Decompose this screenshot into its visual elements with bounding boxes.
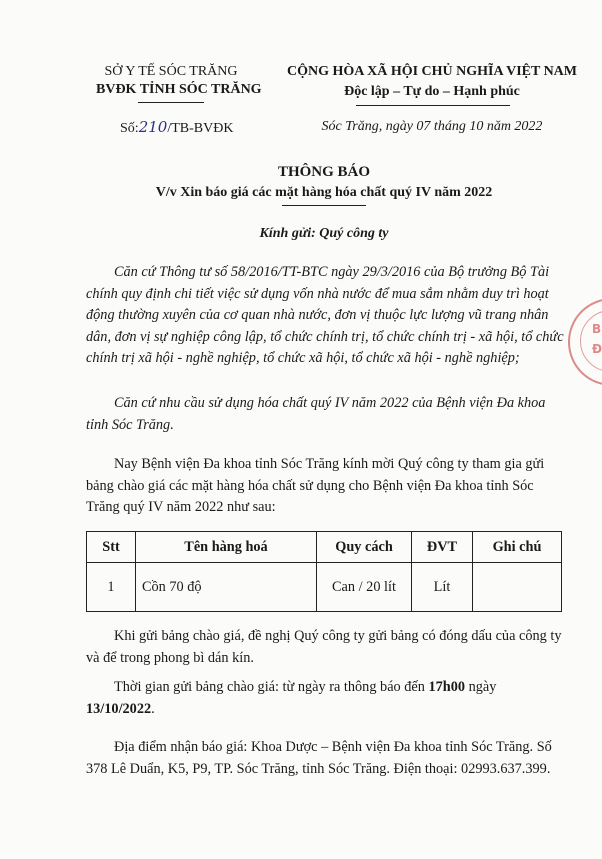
hospital-name: BVĐK TỈNH SÓC TRĂNG bbox=[96, 82, 262, 97]
body-line: động thường xuyên của cơ quan nhà nước, đơn vị thuộc lực lượng vũ trang nhân bbox=[86, 307, 549, 323]
cell-specification: Can / 20 lít bbox=[317, 563, 412, 612]
goods-table bbox=[86, 531, 562, 612]
ministry-name: SỞ Y TẾ SÓC TRĂNG bbox=[104, 64, 238, 79]
cell-note bbox=[473, 563, 562, 612]
document-subject: V/v Xin báo giá các mặt hàng hóa chất quý IV năm 2022 bbox=[155, 185, 493, 200]
header-note: Ghi chú bbox=[473, 532, 562, 563]
issue-date: Sóc Trăng, ngày 07 tháng 10 năm 2022 bbox=[321, 119, 543, 134]
body-line: chính trị xã hội - nghề nghiệp, tổ chức xã hội, tổ chức xã hội - nghề nghiệp; bbox=[86, 350, 520, 366]
deadline-text: Thời gian gửi bảng chào giá: từ ngày ra thông báo đến bbox=[114, 679, 429, 695]
body-line: Căn cứ nhu cầu sử dụng hóa chất quý IV năm 2022 của Bệnh viện Đa khoa bbox=[114, 395, 546, 411]
deadline-date: 13/10/2022 bbox=[86, 700, 152, 717]
header-specification: Quy cách bbox=[317, 532, 412, 563]
table-header-row bbox=[87, 532, 562, 563]
header-item-name: Tên hàng hoá bbox=[136, 532, 317, 563]
body-line: Khi gửi bảng chào giá, đề nghị Quý công ty gửi bảng có đóng dấu của công ty bbox=[114, 628, 562, 644]
body-line: tỉnh Sóc Trăng. bbox=[86, 416, 174, 433]
body-line: dân, đơn vị sự nghiệp công lập, tổ chức chính trị, tổ chức chính trị - xã hội, tổ chức bbox=[86, 328, 564, 345]
cell-stt: 1 bbox=[87, 563, 136, 612]
deadline-line-1 bbox=[86, 677, 572, 699]
body-line: Trăng quý IV năm 2022 như sau: bbox=[86, 499, 276, 515]
stamp-inner-ring bbox=[580, 310, 602, 372]
body-line: và để trong phong bì dán kín. bbox=[86, 649, 254, 666]
body-line: bảng chào giá các mặt hàng hóa chất sử dụng cho Bệnh viện Đa khoa tỉnh Sóc bbox=[86, 477, 534, 494]
needs-basis-paragraph bbox=[86, 393, 572, 436]
stamp-letter: Đ bbox=[592, 342, 602, 356]
doc-number-suffix: /TB-BVĐK bbox=[167, 121, 234, 136]
stamp-letter: B bbox=[592, 322, 602, 336]
country-name: CỘNG HÒA XÃ HỘI CHỦ NGHĨA VIỆT NAM bbox=[286, 64, 577, 79]
recipient-line: Kính gửi: Quý công ty bbox=[259, 226, 389, 241]
deadline-paragraph bbox=[86, 677, 572, 720]
document-number bbox=[120, 118, 233, 137]
invitation-paragraph bbox=[86, 454, 572, 519]
deadline-time: 17h00 bbox=[428, 679, 466, 695]
official-stamp bbox=[568, 298, 602, 386]
legal-basis-paragraph bbox=[86, 262, 572, 370]
header-right-divider bbox=[356, 105, 510, 106]
document-type: THÔNG BÁO bbox=[277, 164, 371, 180]
submission-requirement-paragraph bbox=[86, 626, 572, 669]
header-unit: ĐVT bbox=[412, 532, 473, 563]
deadline-line-2 bbox=[86, 699, 572, 721]
body-line: chính quy định chi tiết việc sử dụng vốn nhà nước để mua sắm nhằm duy trì hoạt bbox=[86, 285, 549, 302]
body-line: 378 Lê Duẩn, K5, P9, TP. Sóc Trăng, tỉnh Sóc Trăng. Điện thoại: 02993.637.399. bbox=[86, 760, 551, 777]
doc-number-handwritten: 210 bbox=[138, 118, 168, 136]
doc-number-prefix: Số: bbox=[120, 121, 139, 136]
body-line: Nay Bệnh viện Đa khoa tỉnh Sóc Trăng kính mời Quý công ty tham gia gửi bbox=[114, 456, 545, 472]
header-stt: Stt bbox=[87, 532, 136, 563]
address-paragraph bbox=[86, 737, 572, 780]
cell-unit: Lít bbox=[412, 563, 473, 612]
national-motto: Độc lập – Tự do – Hạnh phúc bbox=[344, 84, 520, 99]
deadline-day-word: ngày bbox=[465, 679, 497, 695]
subject-divider bbox=[282, 205, 366, 206]
table-row bbox=[87, 563, 562, 612]
body-line: Địa điểm nhận báo giá: Khoa Dược – Bệnh viện Đa khoa tỉnh Sóc Trăng. Số bbox=[114, 739, 552, 755]
cell-item-name: Cồn 70 độ bbox=[136, 563, 317, 612]
deadline-period: . bbox=[151, 700, 155, 717]
header-left-divider bbox=[138, 102, 204, 103]
body-line: Căn cứ Thông tư số 58/2016/TT-BTC ngày 29/3/2016 của Bộ trưởng Bộ Tài bbox=[114, 264, 550, 280]
